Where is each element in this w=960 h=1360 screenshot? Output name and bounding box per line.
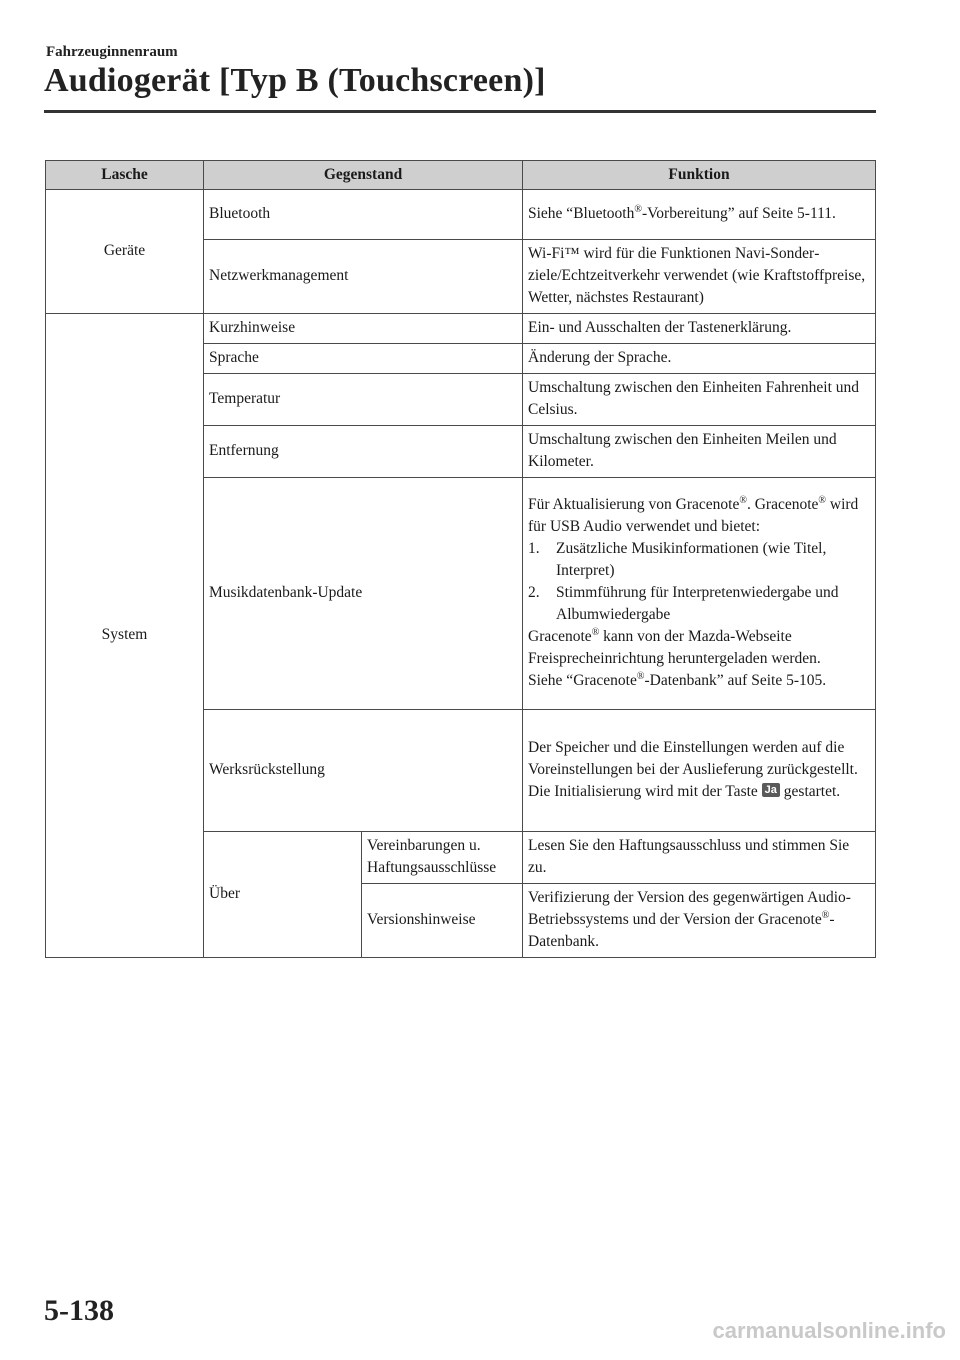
function-musikdatenbank-update [523,478,876,710]
func-paragraph: Die Initialisierung wird mit der Taste Ja gestartet. [528,783,841,800]
function-sprache: Änderung der Sprache. [523,344,876,374]
func-paragraph: Der Speicher und die Einstellungen werden auf die Voreinstellungen bei der Auslieferung zurückgestellt. [528,739,858,778]
subitem-versionshinweise: Versionshinweise [362,884,523,958]
table-header-row [46,161,876,190]
item-entfernung: Entfernung [204,426,523,478]
item-netzwerkmanagement: Netzwerkmanagement [204,240,523,314]
table-row [46,314,876,344]
item-bluetooth: Bluetooth [204,190,523,240]
heading-divider [44,110,876,113]
func-paragraph: Gracenote® kann von der Mazda-Webseite Freisprecheinrichtung heruntergeladen werden. [528,626,821,667]
tab-cell-system: System [46,314,204,958]
item-kurzhinweise: Kurzhinweise [204,314,523,344]
numbered-list-item: 1. Zusätzliche Musikinformationen (wie Titel, Interpret) [528,540,827,579]
function-kurzhinweise: Ein- und Ausschalten der Tastenerklärung. [523,314,876,344]
settings-table [45,160,876,958]
header-item: Gegenstand [204,161,523,190]
page-title: Audiogerät [Typ B (Touchscreen)] [44,62,546,99]
section-label: Fahrzeuginnenraum [46,44,178,60]
function-netzwerkmanagement: Wi-Fi™ wird für die Funktionen Navi-Sonderziele/Echtzeitverkehr verwendet (wie Kraftstoffpreise, Wetter, nächstes Restaurant) [523,240,876,314]
item-werksrueckstellung: Werksrückstellung [204,710,523,832]
function-temperatur: Umschaltung zwischen den Einheiten Fahrenheit und Celsius. [523,374,876,426]
item-musikdatenbank-update: Musikdatenbank-Update [204,478,523,710]
item-ueber: Über [204,832,362,958]
function-versionshinweise: Verifizierung der Version des gegenwärtigen Audio-Betriebssystems und der Version der Gracenote®-Datenbank. [523,884,876,958]
item-temperatur: Temperatur [204,374,523,426]
func-paragraph: Siehe “Gracenote®-Datenbank” auf Seite 5-105. [528,670,827,689]
numbered-list-item: 2. Stimmführung für Interpretenwiedergabe und Albumwiedergabe [528,584,839,623]
header-tab: Lasche [46,161,204,190]
table-row [46,190,876,240]
function-werksrueckstellung [523,710,876,832]
tab-cell-geraete: Geräte [46,190,204,314]
subitem-vereinbarungen: Vereinbarungen u. Haftungsausschlüsse [362,832,523,884]
ja-key-icon: Ja [762,783,780,797]
watermark-text: carmanualsonline.info [712,1318,946,1343]
func-paragraph: Für Aktualisierung von Gracenote®. Gracenote® wird für USB Audio verwendet und bietet: [528,494,859,535]
header-function: Funktion [523,161,876,190]
page-number: 5-138 [44,1294,114,1327]
item-sprache: Sprache [204,344,523,374]
function-entfernung: Umschaltung zwischen den Einheiten Meilen und Kilometer. [523,426,876,478]
function-vereinbarungen: Lesen Sie den Haftungsausschluss und stimmen Sie zu. [523,832,876,884]
function-bluetooth: Siehe “Bluetooth®-Vorbereitung” auf Seite 5-111. [523,190,876,240]
